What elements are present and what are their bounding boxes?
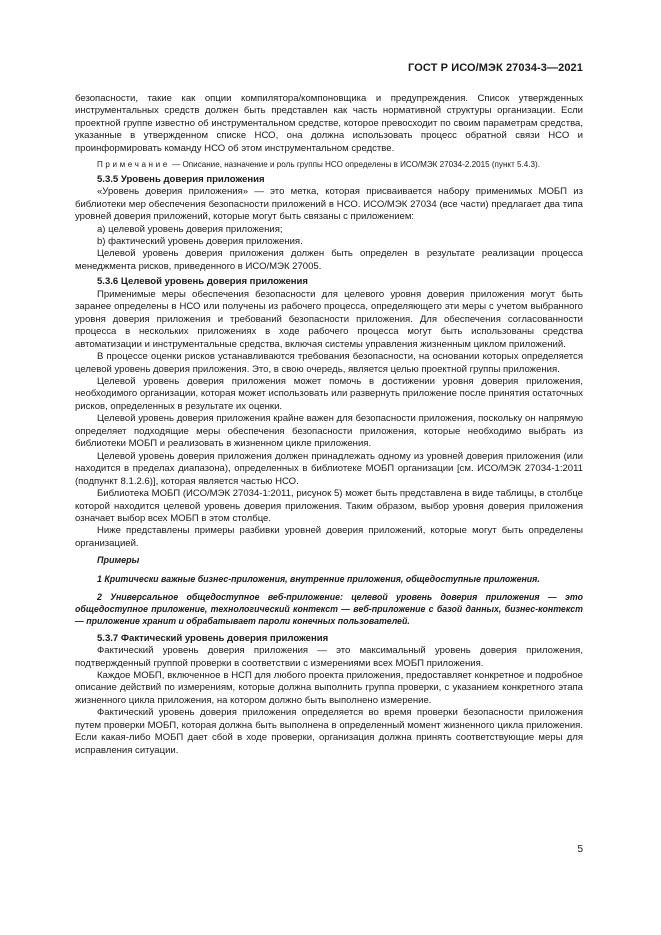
examples-title: Примеры [97,555,140,566]
paragraph: Целевой уровень доверия приложения крайне важен для безопасности приложения, поскольку он напрямую определяет подходящие меры обеспечения безопасности приложения, которые необходимо выбрать из библиотеки МОБП и реализовать в жизненном цикле приложения. [75,413,583,450]
paragraph: Ниже представлены примеры разбивки уровней доверия приложений, которые могут быть определены организацией. [75,525,583,549]
intro-paragraph: безопасности, такие как опции компилятора/компоновщика и предупреждения. Список утвержденных инструментальных средств должен быть представлен как часть нормативной структуры организации. Если проектной группе известно об инструментальном средстве, которое превосходит по своим параметрам средства, указанные в утвержденном списке НСО, она должна использовать процесс обратной связи НСО и проинформировать команду НСО об этом инструментальном средстве. [75,93,583,154]
note-text: — Описание, назначение и роль группы НСО определены в ИСО/МЭК 27034-2.2015 (пункт 5.4.3). [169,160,540,170]
paragraph: Целевой уровень доверия приложения должен принадлежать одному из уровней доверия приложения (или находится в пределах диапазона), определенных в библиотеке МОБП организации [см. ИСО/МЭК 27034-1:2011 (подпункт 8.1.2.6)], которая является частью НСО. [75,450,583,487]
document-body [75,93,583,757]
paragraph: Библиотека МОБП (ИСО/МЭК 27034-1:2011, рисунок 5) может быть представлена в виде таблицы, в столбце которой находится целевой уровень доверия приложения. Таким образом, выбор уровня доверия приложения означает выбор всех МОБП в этом столбце. [75,488,583,524]
page-number: 5 [577,844,583,855]
example-1: 1 Критически важные бизнес-приложения, внутренние приложения, общедоступные приложения. [97,573,540,584]
paragraph: В процессе оценки рисков устанавливаются требования безопасности, на основании которых определяется целевой уровень доверия приложения. Это, в свою очередь, является целью проектной группы приложения. [75,351,583,375]
paragraph: Фактический уровень доверия приложения — это максимальный уровень доверия приложения, подтвержденный группой проверки в соответствии с измерениями всех МОБП приложения. [75,645,583,669]
example-2: 2 Универсальное общедоступное веб-приложение: целевой уровень доверия приложения — это общедоступное приложение, технологический контекст — веб-приложение с базой данных, бизнес-контекст — приложение хранит и обрабатывает пароли конечных пользователей. [75,592,583,627]
doc-header: ГОСТ Р ИСО/МЭК 27034-3—2021 [408,62,583,74]
paragraph: Фактический уровень доверия приложения определяется во время проверки безопасности приложения путем проверки МОБП, которая должна быть выполнена в определенный момент жизненного цикла приложения. Если какая-либо МОБП дает сбой в ходе проверки, организация должна принять соответствующие меры для исправления ситуации. [75,707,583,756]
list-item-b: b) фактический уровень доверия приложения. [97,236,303,248]
section-5-3-7-title: 5.3.7 Фактический уровень доверия приложения [97,632,329,644]
list-item-a: а) целевой уровень доверия приложения; [97,223,283,235]
paragraph: Целевой уровень доверия приложения должен быть определен в результате реализации процесса менеджмента рисков, приведенного в ИСО/МЭК 27005. [75,248,583,272]
paragraph: Целевой уровень доверия приложения может помочь в достижении уровня доверия приложения, необходимого организации, которая может использовать или развернуть приложение после принятия остаточных рисков, определенных в результате их оценки. [75,376,583,412]
paragraph: Каждое МОБП, включенное в НСП для любого проекта приложения, предоставляет конкретное и подробное описание действий по измерениям, которые должна выполнить группа проверки, с указанием конкретного этапа жизненного цикла приложения, на котором должно быть выполнено измерение. [75,669,583,706]
section-5-3-6-title: 5.3.6 Целевой уровень доверия приложения [97,276,308,288]
note-label: Примечание [97,160,170,170]
paragraph: «Уровень доверия приложения» — это метка, которая присваивается набору применимых МОБП из библиотеки мер обеспечения безопасности приложений в НСО. ИСО/МЭК 27034 (все части) предлагает два типа уровней доверия приложений, которые могут быть связаны с приложением: [75,186,583,223]
note [75,159,583,171]
paragraph: Применимые меры обеспечения безопасности для целевого уровня доверия приложения могут быть заранее определены в НСО или получены из рабочего процесса, определяющего эти меры с учетом выбранного уровня доверия приложения и требований безопасности приложения. Для обеспечения согласованности процесса в нескольких приложениях в ходе рабочего процесса могут быть использованы средства автоматизации и инструментальные средства, включая системы управления жизненным циклом приложений. [75,288,583,350]
section-5-3-5-title: 5.3.5 Уровень доверия приложения [97,173,265,185]
